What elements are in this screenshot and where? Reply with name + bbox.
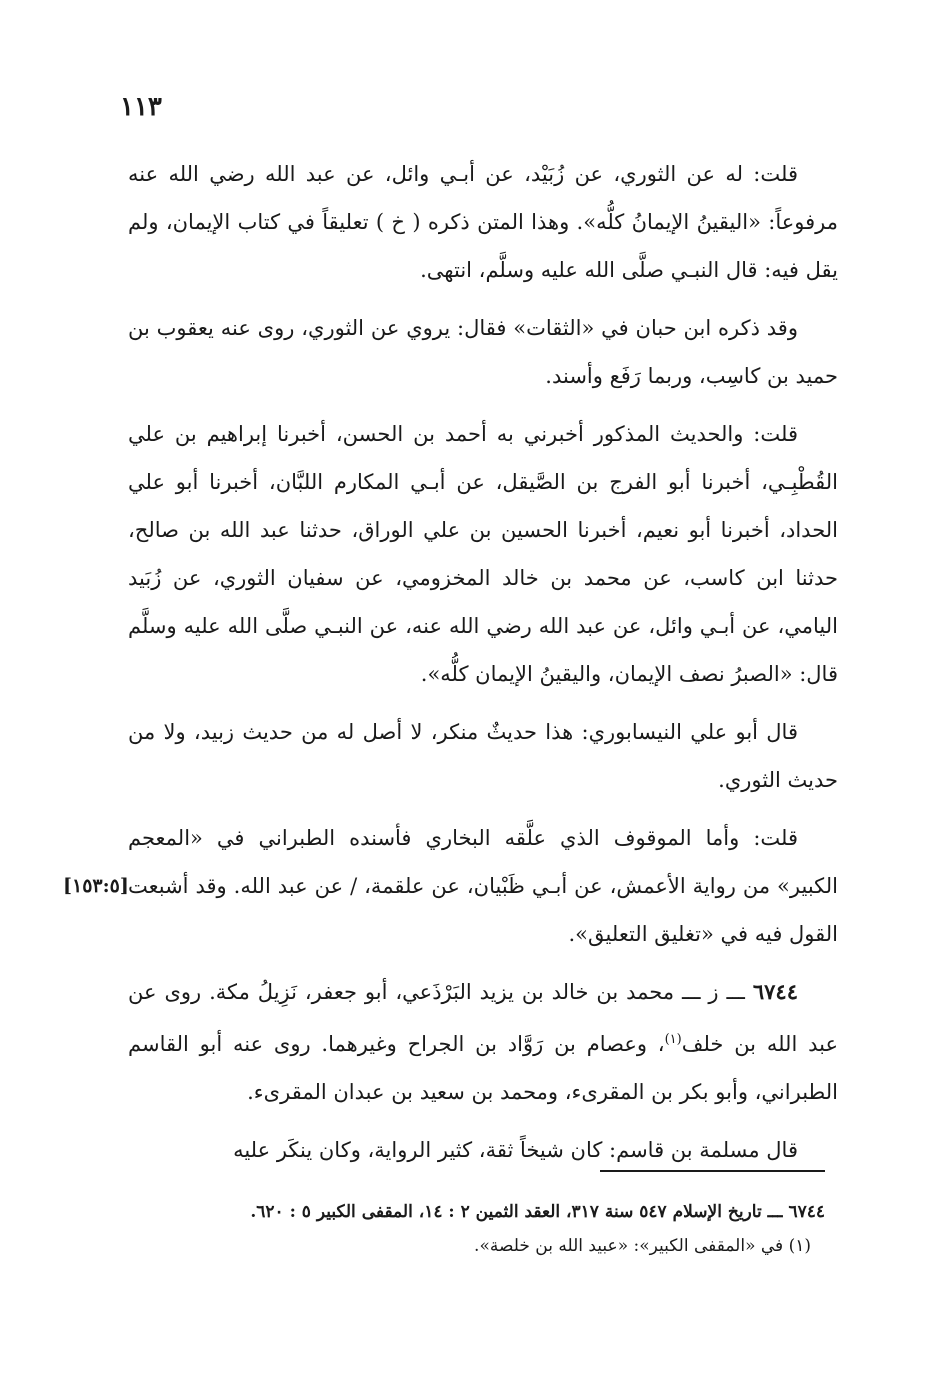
body-text bbox=[63, 150, 838, 1184]
entry-text: ـــ ز ـــ محمد بن خالد بن يزيد البَرْذَعي، أبو جعفر، نَزِيلُ مكة. روى عن عبد الله بن خلف bbox=[128, 980, 838, 1056]
footnote-reference: (١) bbox=[664, 1032, 682, 1047]
page-number: ١١٣ bbox=[120, 92, 162, 122]
entry-number: ٦٧٤٤ bbox=[752, 979, 798, 1004]
paragraph-text: قلت: وأما الموقوف الذي علَّقه البخاري فأسنده الطبراني في «المعجم الكبير» من رواية الأعمش، عن أبـي ظَبْيان، عن علقمة، / عن عبد الله. وقد أشبعت القول فيه في «تغليق التعليق». bbox=[128, 826, 838, 946]
footnotes bbox=[150, 1195, 825, 1263]
paragraph bbox=[63, 814, 838, 958]
footnote-divider bbox=[600, 1170, 825, 1172]
footnote: ٦٧٤٤ ـــ تاريخ الإسلام ٥٤٧ سنة ٣١٧، العقد الثمين ٢ : ١٤، المقفى الكبير ٥ : ٦٢٠. bbox=[250, 1202, 825, 1222]
paragraph: قلت: والحديث المذكور أخبرني به أحمد بن الحسن، أخبرنا إبراهيم بن علي القُطْبِـي، أخبرنا أبو الفرج بن الصَّيقل، عن أبـي المكارم اللبَّان، أخبرنا أبو علي الحداد، أخبرنا أبو نعيم، أخبرنا الحسين بن علي الوراق، حدثنا عبد الله بن صالح، حدثنا ابن كاسب، عن محمد بن خالد المخزومي، عن سفيان الثوري، عن زُبَيد اليامي، عن أبـي وائل، عن عبد الله رضي الله عنه، عن النبـي صلَّى الله عليه وسلَّم قال: «الصبرُ نصف الإيمان، واليقينُ الإيمان كلُّه». bbox=[128, 422, 838, 686]
paragraph: قال مسلمة بن قاسم: كان شيخاً ثقة، كثير الرواية، وكان ينكَر عليه bbox=[233, 1138, 798, 1162]
entry-text-continued: ، وعصام بن رَوَّاد بن الجراح وغيرهما. روى عنه أبو القاسم الطبراني، وأبو بكر بن المقرىء، ومحمد بن سعيد بن عبدان المقرىء. bbox=[128, 1032, 838, 1104]
volume-page-marker: [١٥٣:٥] bbox=[63, 875, 129, 897]
paragraph: قلت: له عن الثوري، عن زُبَيْد، عن أبـي وائل، عن عبد الله رضي الله عنه مرفوعاً: «اليقينُ الإيمانُ كلُّه». وهذا المتن ذكره ( خ ) تعليقاً في كتاب الإيمان، ولم يقل فيه: قال النبـي صلَّى الله عليه وسلَّم، انتهى. bbox=[128, 162, 838, 282]
footnote: (١) في «المقفى الكبير»: «عبيد الله بن خلصة». bbox=[474, 1236, 811, 1256]
paragraph: وقد ذكره ابن حبان في «الثقات» فقال: يروي عن الثوري، روى عنه يعقوب بن حميد بن كاسِب، وربما رَفَع وأسند. bbox=[128, 316, 838, 388]
biography-entry bbox=[128, 968, 838, 1116]
paragraph: قال أبو علي النيسابوري: هذا حديثٌ منكر، لا أصل له من حديث زبيد، ولا من حديث الثوري. bbox=[128, 720, 838, 792]
